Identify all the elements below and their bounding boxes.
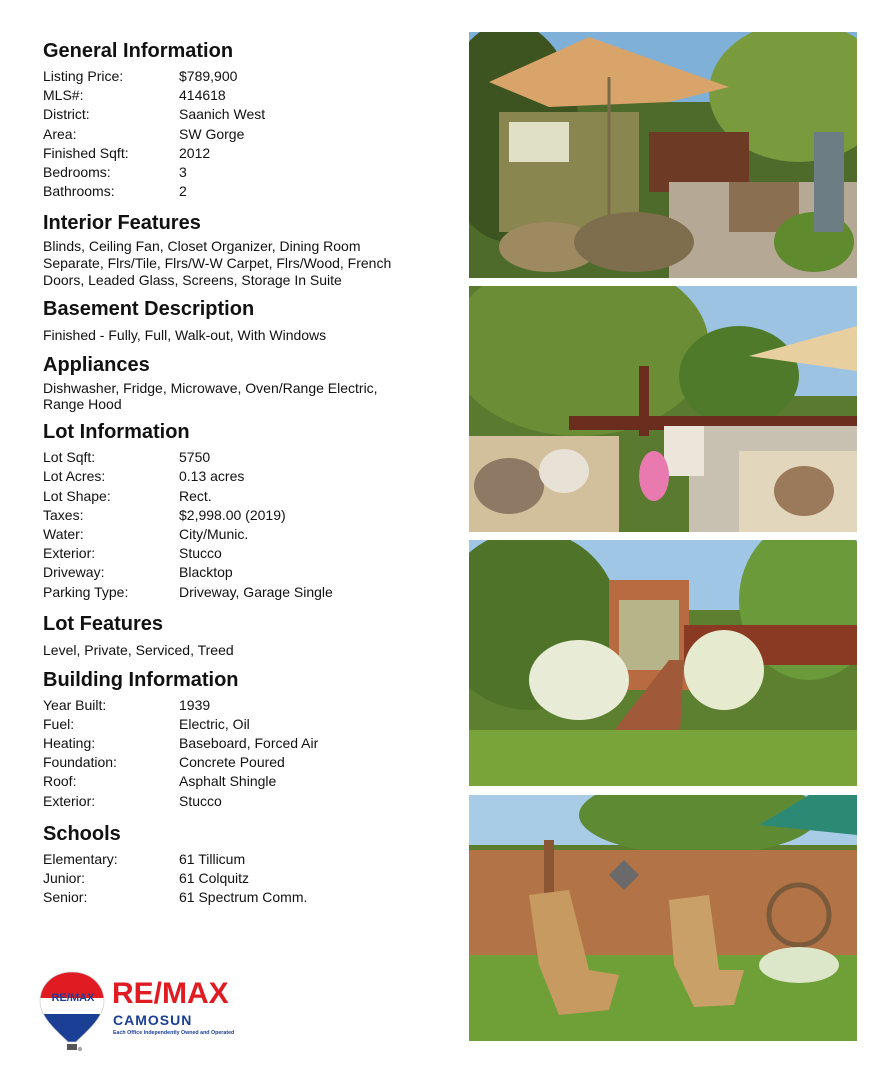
section-title: Building Information [43,668,239,691]
info-row: Roof: Asphalt Shingle [43,773,277,790]
remax-camosun-logo [38,968,268,1058]
basement-text: Finished - Fully, Full, Walk-out, With Windows [43,326,327,343]
info-row: Finished Sqft: 2012 [43,144,211,161]
lot-features-section [43,611,443,659]
info-row: Water: City/Munic. [43,526,249,543]
info-row: Listing Price: $789,900 [43,68,238,84]
info-row: Parking Type: Driveway, Garage Single [43,583,333,600]
building-information-section [43,667,443,811]
info-row: Driveway: Blacktop [43,564,233,581]
general-information-section [43,38,443,201]
section-title: Basement Description [43,297,255,320]
info-row: District: Saanich West [43,106,266,123]
info-row: Area: SW Gorge [43,125,245,142]
interior-features-section [43,210,443,288]
interior-features-text: Blinds, Ceiling Fan, Closet Organizer, Dining Room Separate, Flrs/Tile, Flrs/W-W Carpet, Flrs/Wood, French Doors, Leaded Glass, Screens, Storage In Suite [43,238,392,289]
office-name: CAMOSUN [113,1012,193,1028]
listing-details [43,38,443,907]
info-row: Elementary: 61 Tillicum [43,850,246,867]
info-row: Junior: 61 Colquitz [43,870,250,887]
info-row: Bedrooms: 3 [43,164,187,181]
appliances-section [43,352,443,414]
info-row: Taxes: $2,998.00 (2019) [43,506,286,523]
basement-section [43,296,443,344]
section-title: Interior Features [43,212,201,235]
backyard-stairs-photo [469,540,857,786]
brand-name: RE/MAX [112,977,229,1010]
info-row: MLS#: 414618 [43,87,226,104]
deck-seating-photo [469,286,857,532]
patio-umbrella-photo [469,32,857,278]
section-title: General Information [43,40,234,62]
info-row: Senior: 61 Spectrum Comm. [43,889,308,906]
lot-features-text: Level, Private, Serviced, Treed [43,641,234,658]
office-tagline: Each Office Independently Owned and Operated [113,1030,235,1036]
info-row: Exterior: Stucco [43,545,222,562]
section-title: Appliances [43,353,150,376]
lot-information-section [43,419,443,602]
section-title: Lot Features [43,612,164,635]
info-row: Lot Shape: Rect. [43,487,212,504]
info-row: Year Built: 1939 [43,696,211,713]
info-row: Fuel: Electric, Oil [43,715,250,732]
balloon-text: RE/MAX [51,992,95,1004]
info-row: Foundation: Concrete Poured [43,754,285,771]
info-row: Heating: Baseboard, Forced Air [43,735,319,752]
section-title: Lot Information [43,421,190,444]
info-row: Lot Acres: 0.13 acres [43,468,245,485]
info-row: Bathrooms: 2 [43,183,187,200]
schools-section [43,821,443,908]
info-row: Exterior: Stucco [43,792,222,809]
appliances-text: Dishwasher, Fridge, Microwave, Oven/Range Electric, Range Hood [43,379,378,413]
adirondack-chairs-photo [469,795,857,1041]
section-title: Schools [43,822,121,845]
info-row: Lot Sqft: 5750 [43,449,211,466]
